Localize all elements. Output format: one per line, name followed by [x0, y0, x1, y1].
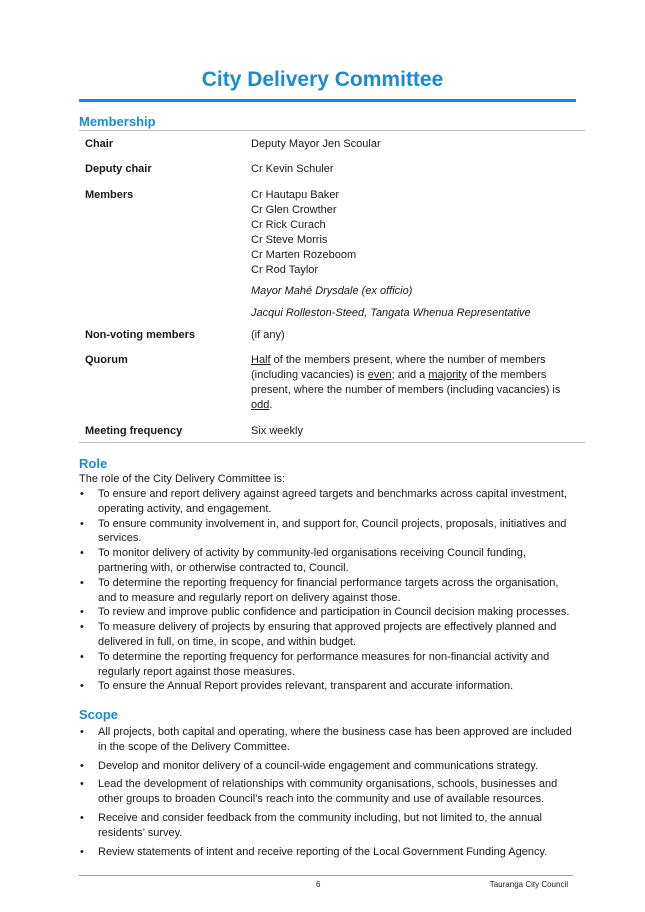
member-item: Cr Hautapu Baker [251, 189, 340, 201]
bullet-icon: • [80, 547, 84, 560]
non-voting-row [85, 328, 580, 353]
role-item: • To determine the reporting frequency for performance measures for non-financial activity and regularly report against those measures. [80, 650, 550, 678]
role-item: • To review and improve public confidence and participation in Council decision making processes. [80, 606, 570, 619]
bullet-icon: • [80, 650, 84, 663]
role-item: • To ensure the Annual Report provides relevant, transparent and accurate information. [80, 680, 514, 693]
chair-row [85, 137, 580, 162]
bullet-icon: • [80, 845, 84, 858]
quorum-row [85, 353, 580, 424]
quorum-majority: majority [428, 369, 467, 381]
bullet-icon: • [80, 606, 84, 619]
non-voting-label: Non-voting members [85, 329, 196, 341]
bullet-icon: • [80, 517, 84, 530]
mayor-ex-officio: Mayor Mahé Drysdale (ex officio) [251, 285, 413, 297]
members-list [251, 188, 580, 328]
chair-value: Deputy Mayor Jen Scoular [251, 138, 381, 150]
title-underline [79, 99, 576, 102]
role-list [79, 487, 574, 694]
non-voting-value: (if any) [251, 329, 285, 341]
quorum-even: even [367, 369, 392, 381]
footer-organisation: Tauranga City Council [489, 880, 568, 889]
bullet-icon: • [80, 576, 84, 589]
tangata-whenua-representative: Jacqui Rolleston-Steed, Tangata Whenua Representative [251, 307, 531, 319]
member-item: Cr Steve Morris [251, 234, 328, 246]
bullet-icon: • [80, 759, 84, 772]
scope-list [79, 725, 574, 859]
scope-item: • Review statements of intent and receive reporting of the Local Government Funding Agency. [80, 845, 548, 858]
deputy-chair-row [85, 162, 580, 188]
bullet-icon: • [80, 811, 84, 824]
member-item: Cr Glen Crowther [251, 204, 337, 216]
scope-item: • All projects, both capital and operating, where the business case has been approved are included in the scope of the Delivery Committee. [80, 726, 572, 753]
quorum-text: ; and a [391, 369, 429, 381]
footer-rule [79, 875, 573, 876]
members-row [85, 188, 580, 328]
quorum-value [251, 353, 580, 424]
role-item: • To monitor delivery of activity by community-led organisations receiving Council funding, partnering with, or otherwise contracted to, Council. [80, 547, 526, 574]
bullet-icon: • [80, 726, 84, 738]
scope-item: • Receive and consider feedback from the community including, but not limited to, the annual residents’ survey. [80, 811, 542, 839]
membership-bottom-rule [79, 442, 585, 443]
membership-top-rule [79, 130, 585, 131]
role-item: • To determine the reporting frequency for financial performance targets across the organisation, and to measure and regularly report on delivery against those. [80, 576, 559, 604]
page-title: City Delivery Committee [201, 68, 444, 91]
quorum-text: of the members present, where the number of members (including vacancies) is [251, 369, 561, 396]
bullet-icon: • [80, 488, 84, 500]
scope-item: • Lead the development of relationships with community organisations, schools, businesses and other groups to broaden Council’s reach into the community and use of available resources. [80, 778, 558, 806]
quorum-half: Half [251, 354, 271, 366]
bullet-icon: • [80, 778, 84, 791]
membership-table [85, 137, 580, 442]
role-intro: The role of the City Delivery Committee is: [79, 473, 286, 485]
bullet-icon: • [80, 680, 84, 693]
deputy-chair-value: Cr Kevin Schuler [251, 163, 334, 175]
quorum-odd: odd [251, 399, 270, 411]
page-number: 6 [316, 880, 321, 889]
chair-label: Chair [85, 138, 114, 150]
scope-item: • Develop and monitor delivery of a council-wide engagement and communications strategy. [80, 759, 539, 772]
quorum-label: Quorum [85, 354, 128, 366]
meeting-frequency-label: Meeting frequency [85, 425, 183, 437]
quorum-text: . [269, 399, 273, 411]
members-label: Members [85, 189, 134, 201]
role-item: • To measure delivery of projects by ensuring that approved projects are effectively planned and delivered in full, on time, in scope, and within budget. [80, 621, 557, 648]
meeting-frequency-value: Six weekly [251, 425, 303, 437]
role-item: • To ensure community involvement in, and support for, Council projects, proposals, initiatives and services. [80, 517, 567, 545]
member-item: Cr Rick Curach [251, 219, 326, 231]
quorum-text: of the members present, where the number of members (including vacancies) is [251, 354, 546, 381]
meeting-frequency-row [85, 424, 580, 442]
member-item: Cr Marten Rozeboom [251, 249, 357, 261]
role-item: • To ensure and report delivery against agreed targets and benchmarks across capital investment, operating activity, and engagement. [80, 488, 567, 515]
role-heading: Role [79, 456, 108, 471]
membership-heading: Membership [79, 114, 156, 129]
deputy-chair-label: Deputy chair [85, 163, 152, 175]
member-item: Cr Rod Taylor [251, 264, 319, 276]
scope-heading: Scope [79, 707, 119, 722]
bullet-icon: • [80, 621, 84, 634]
